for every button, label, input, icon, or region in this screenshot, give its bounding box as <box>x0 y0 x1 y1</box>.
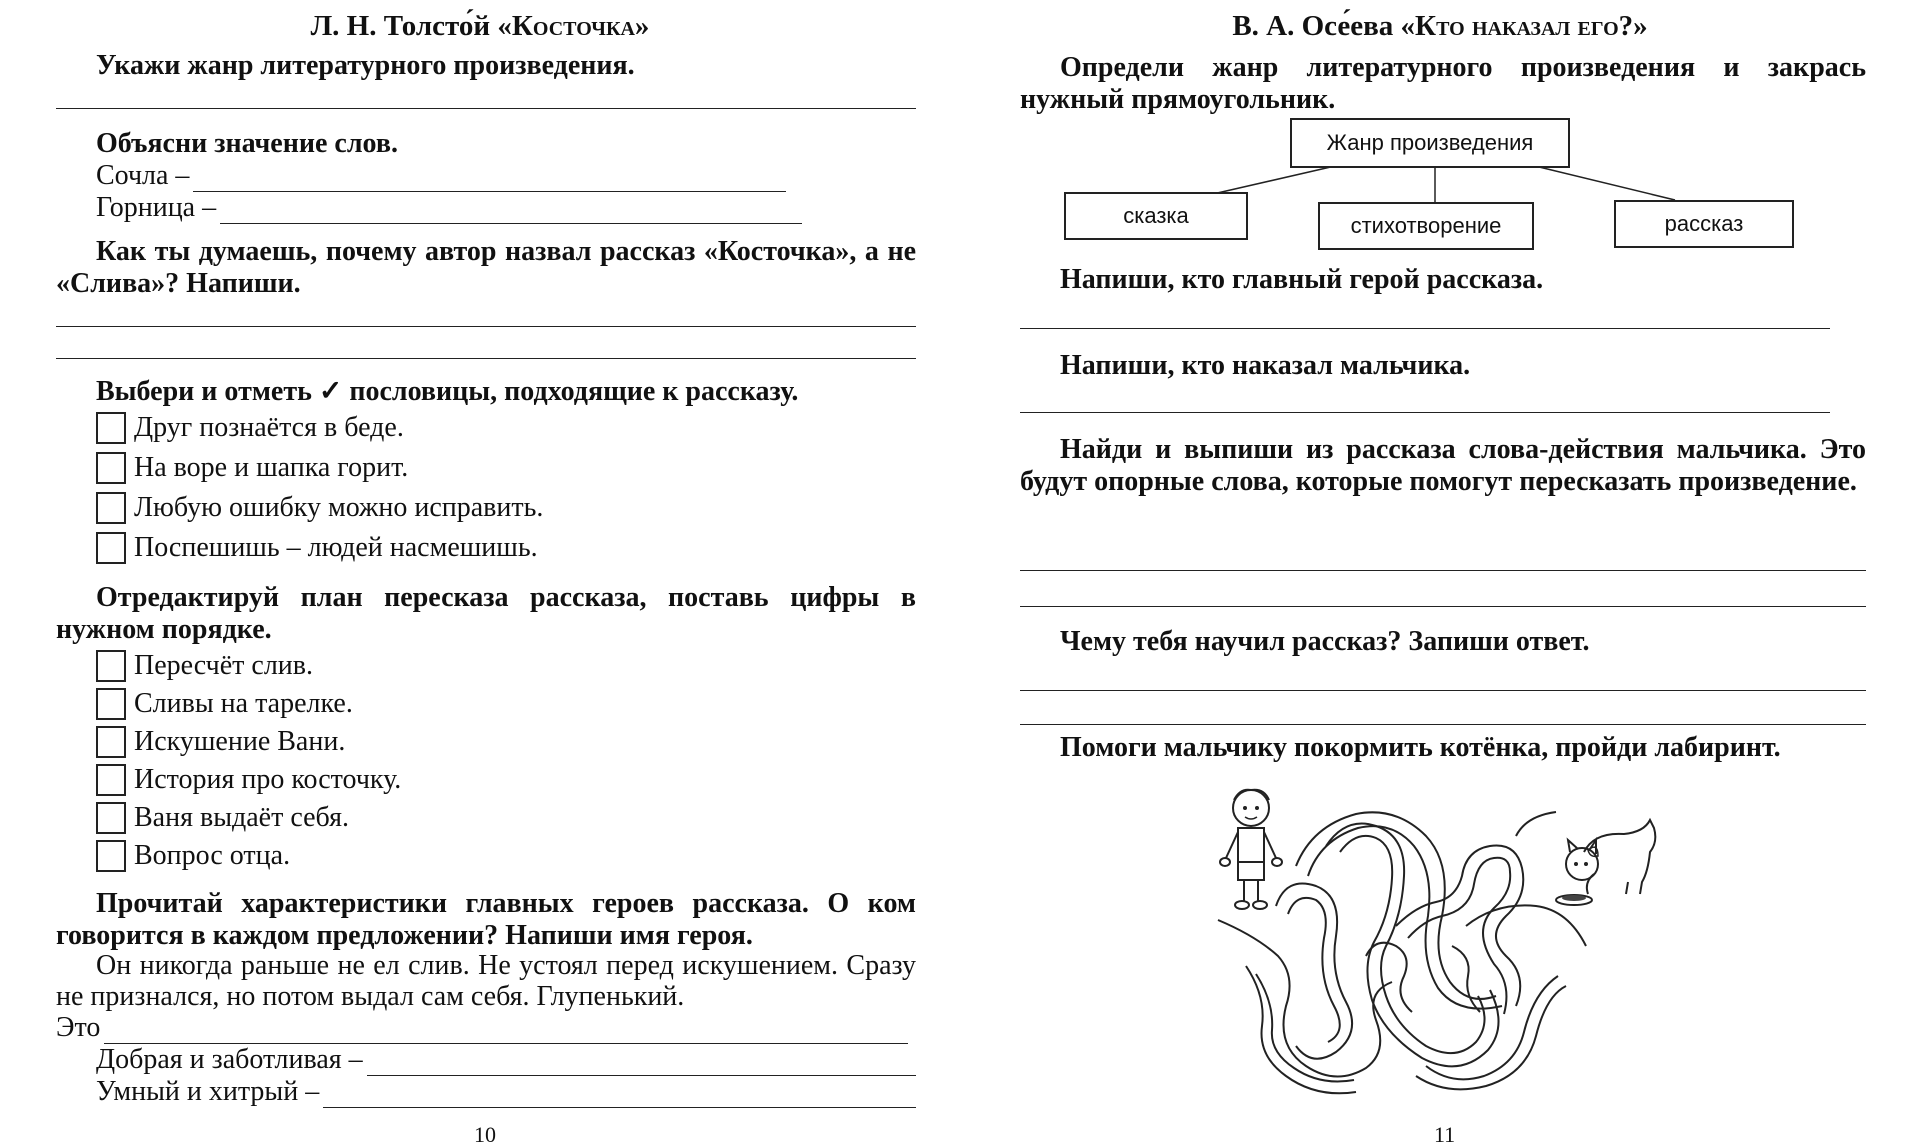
character-answer-row-1 <box>56 1012 908 1044</box>
character-label: Добрая и заботливая – <box>96 1044 363 1075</box>
plan-text: Сливы на тарелке. <box>134 688 353 719</box>
character-label: Умный и хитрый – <box>96 1076 320 1107</box>
proverb-option[interactable] <box>96 532 538 564</box>
right-title-author: В. А. Осе́ева <box>1232 10 1394 42</box>
proverb-option[interactable] <box>96 452 408 484</box>
plan-item[interactable] <box>96 650 313 682</box>
right-page <box>960 0 1920 1148</box>
answer-line[interactable] <box>323 1083 916 1108</box>
checkbox[interactable] <box>96 840 126 872</box>
question-action-words: Найди и выпиши из рассказа слова-действия мальчика. Это будут опорные слова, которые помогут пересказать произведение. <box>1020 434 1866 497</box>
plan-item[interactable] <box>96 840 290 872</box>
proverb-text: Поспешишь – людей насмешишь. <box>134 532 538 563</box>
plan-text: Ваня выдаёт себя. <box>134 802 349 833</box>
question-genre: Определи жанр литературного произведения и закрась нужный прямоугольник. <box>1020 52 1866 115</box>
character-answer-row-3 <box>96 1076 916 1108</box>
left-title-author: Л. Н. Толсто́й <box>310 10 491 42</box>
plan-item[interactable] <box>96 688 353 720</box>
page-number: 11 <box>1434 1122 1456 1147</box>
answer-line[interactable] <box>220 199 802 224</box>
page-number: 10 <box>474 1122 496 1147</box>
question-maze: Помоги мальчику покормить котёнка, пройди лабиринт. <box>1060 732 1781 763</box>
plan-item[interactable] <box>96 802 349 834</box>
question-genre: Укажи жанр литературного произведения. <box>96 50 635 81</box>
question-word-meaning: Объясни значение слов. <box>96 128 398 159</box>
character-answer-row-2 <box>96 1044 916 1076</box>
answer-line[interactable] <box>1020 412 1830 413</box>
plan-text: Вопрос отца. <box>134 840 291 871</box>
checkbox[interactable] <box>96 412 126 444</box>
plan-text: Пересчёт слив. <box>134 650 313 681</box>
word-label: Сочла – <box>96 160 190 191</box>
plan-item[interactable] <box>96 764 401 796</box>
word-label: Горница – <box>96 192 217 223</box>
answer-line[interactable] <box>1020 328 1830 329</box>
checkbox[interactable] <box>96 650 126 682</box>
word-row-2 <box>96 192 802 224</box>
question-main-hero: Напиши, кто главный герой рассказа. <box>1060 264 1544 295</box>
answer-line[interactable] <box>1020 570 1866 571</box>
checkbox[interactable] <box>96 452 126 484</box>
answer-line[interactable] <box>1020 606 1866 607</box>
left-title <box>60 10 900 43</box>
answer-line[interactable] <box>56 358 916 359</box>
plan-text: Искушение Вани. <box>134 726 346 757</box>
answer-line[interactable] <box>56 108 916 109</box>
genre-option-fairy-tale[interactable]: сказка <box>1064 192 1248 240</box>
proverb-option[interactable] <box>96 412 404 444</box>
character-description: Он никогда раньше не ел слив. Не устоял перед искушением. Сразу не признался, но потом выдал сам себя. Глупенький. <box>56 950 916 1012</box>
answer-line[interactable] <box>104 1019 908 1044</box>
answer-line[interactable] <box>367 1051 916 1076</box>
plan-text: История про косточку. <box>134 764 402 795</box>
checkbox[interactable] <box>96 492 126 524</box>
answer-line[interactable] <box>193 167 786 192</box>
checkbox[interactable] <box>96 688 126 720</box>
question-lesson: Чему тебя научил рассказ? Запиши ответ. <box>1060 626 1590 657</box>
answer-line[interactable] <box>56 326 916 327</box>
genre-option-poem[interactable]: стихотворение <box>1318 202 1534 250</box>
question-plan: Отредактируй план пересказа рассказа, поставь цифры в нужном порядке. <box>56 582 916 645</box>
genre-option-story[interactable]: рассказ <box>1614 200 1794 248</box>
checkbox[interactable] <box>96 802 126 834</box>
right-title-work: «Кто наказал его?» <box>1400 10 1648 42</box>
question-who-punished: Напиши, кто наказал мальчика. <box>1060 350 1471 381</box>
this-label: Это <box>56 1012 101 1043</box>
answer-line[interactable] <box>1020 724 1866 725</box>
maze-illustration-icon <box>1216 806 1596 1106</box>
proverb-text: Друг познаётся в беде. <box>134 412 404 443</box>
checkbox[interactable] <box>96 726 126 758</box>
checkbox[interactable] <box>96 532 126 564</box>
question-proverbs: Выбери и отметь ✓ пословицы, подходящие к рассказу. <box>96 376 799 407</box>
proverb-option[interactable] <box>96 492 543 524</box>
proverb-text: На воре и шапка горит. <box>134 452 409 483</box>
proverb-text: Любую ошибку можно исправить. <box>134 492 544 523</box>
question-characters: Прочитай характеристики главных героев рассказа. О ком говорится в каждом предложении? Напиши имя героя. <box>56 888 916 951</box>
right-title <box>1020 10 1860 43</box>
genre-root-box: Жанр произведения <box>1290 118 1570 168</box>
checkbox[interactable] <box>96 764 126 796</box>
question-title-reason: Как ты думаешь, почему автор назвал рассказ «Косточка», а не «Слива»? Напиши. <box>56 236 916 299</box>
word-row-1 <box>96 160 786 192</box>
left-title-work: «Косточка» <box>497 10 650 42</box>
plan-item[interactable] <box>96 726 345 758</box>
answer-line[interactable] <box>1020 690 1866 691</box>
